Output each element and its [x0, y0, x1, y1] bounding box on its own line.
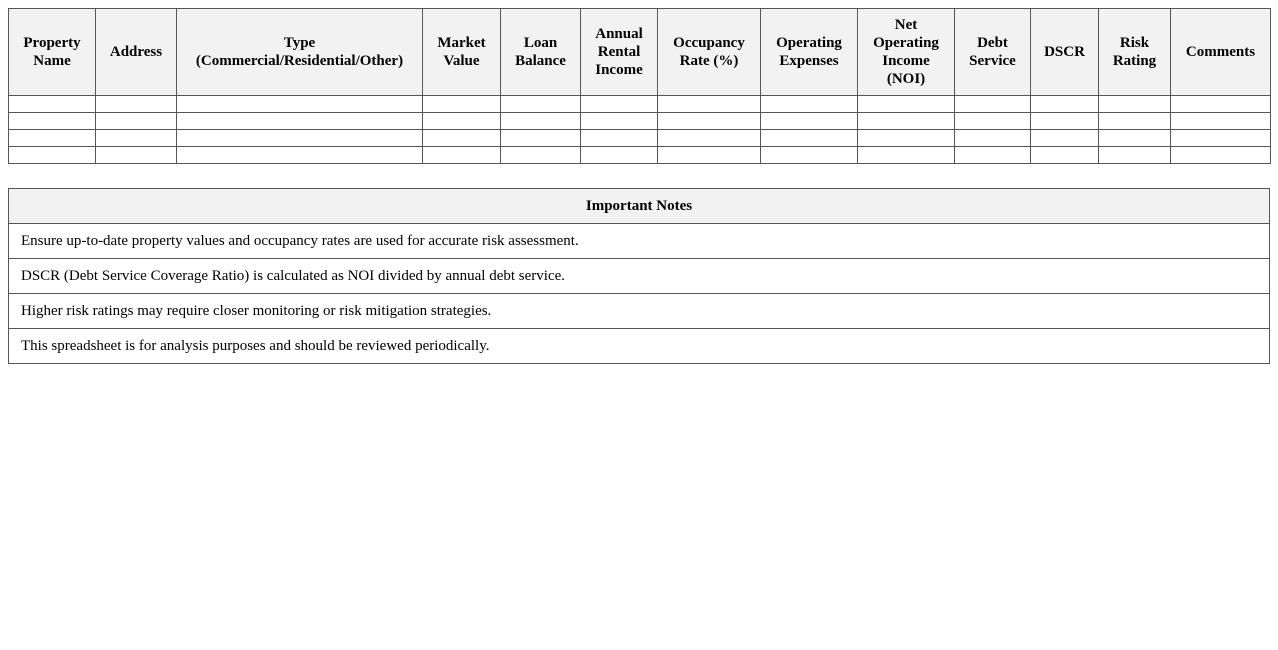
table-cell[interactable]	[658, 113, 761, 130]
table-cell[interactable]	[581, 130, 658, 147]
table-cell[interactable]	[501, 113, 581, 130]
table-cell[interactable]	[658, 130, 761, 147]
column-header-operating-expenses: Operating Expenses	[761, 9, 858, 96]
table-cell[interactable]	[955, 96, 1031, 113]
table-cell[interactable]	[1031, 96, 1099, 113]
table-body	[9, 96, 1271, 164]
note-item: This spreadsheet is for analysis purposes and should be reviewed periodically.	[9, 329, 1270, 364]
table-cell[interactable]	[1171, 130, 1271, 147]
table-row	[9, 113, 1271, 130]
page-content	[8, 8, 1270, 364]
table-cell[interactable]	[581, 113, 658, 130]
table-cell[interactable]	[1099, 113, 1171, 130]
table-cell[interactable]	[9, 96, 96, 113]
important-notes-table	[8, 188, 1270, 364]
column-header-occupancy-rate: Occupancy Rate (%)	[658, 9, 761, 96]
notes-title: Important Notes	[9, 189, 1270, 224]
table-cell[interactable]	[423, 113, 501, 130]
table-cell[interactable]	[423, 130, 501, 147]
table-cell[interactable]	[1171, 96, 1271, 113]
table-cell[interactable]	[1171, 147, 1271, 164]
table-cell[interactable]	[1099, 147, 1171, 164]
table-cell[interactable]	[501, 130, 581, 147]
table-cell[interactable]	[177, 130, 423, 147]
table-cell[interactable]	[761, 130, 858, 147]
table-cell[interactable]	[1031, 130, 1099, 147]
table-cell[interactable]	[955, 113, 1031, 130]
note-item: Higher risk ratings may require closer monitoring or risk mitigation strategies.	[9, 294, 1270, 329]
table-cell[interactable]	[177, 147, 423, 164]
table-cell[interactable]	[423, 96, 501, 113]
column-header-property-name: Property Name	[9, 9, 96, 96]
column-header-type: Type (Commercial/Residential/Other)	[177, 9, 423, 96]
table-row	[9, 130, 1271, 147]
table-cell[interactable]	[658, 96, 761, 113]
property-risk-table	[8, 8, 1271, 164]
table-cell[interactable]	[858, 147, 955, 164]
column-header-dscr: DSCR	[1031, 9, 1099, 96]
table-cell[interactable]	[658, 147, 761, 164]
table-cell[interactable]	[581, 147, 658, 164]
table-cell[interactable]	[1031, 147, 1099, 164]
note-row	[9, 259, 1270, 294]
table-row	[9, 147, 1271, 164]
column-header-comments: Comments	[1171, 9, 1271, 96]
note-item: Ensure up-to-date property values and occupancy rates are used for accurate risk assessment.	[9, 224, 1270, 259]
table-cell[interactable]	[858, 113, 955, 130]
table-cell[interactable]	[858, 130, 955, 147]
note-row	[9, 329, 1270, 364]
notes-header-row	[9, 189, 1270, 224]
table-row	[9, 96, 1271, 113]
table-cell[interactable]	[96, 96, 177, 113]
table-cell[interactable]	[9, 147, 96, 164]
table-cell[interactable]	[96, 113, 177, 130]
table-cell[interactable]	[581, 96, 658, 113]
table-cell[interactable]	[1171, 113, 1271, 130]
table-cell[interactable]	[761, 96, 858, 113]
table-cell[interactable]	[955, 147, 1031, 164]
table-cell[interactable]	[9, 113, 96, 130]
table-cell[interactable]	[501, 96, 581, 113]
table-cell[interactable]	[423, 147, 501, 164]
table-cell[interactable]	[858, 96, 955, 113]
column-header-address: Address	[96, 9, 177, 96]
column-header-debt-service: Debt Service	[955, 9, 1031, 96]
table-cell[interactable]	[1031, 113, 1099, 130]
table-header-row	[9, 9, 1271, 96]
column-header-loan-balance: Loan Balance	[501, 9, 581, 96]
table-cell[interactable]	[761, 147, 858, 164]
table-cell[interactable]	[761, 113, 858, 130]
table-cell[interactable]	[9, 130, 96, 147]
note-row	[9, 294, 1270, 329]
column-header-annual-rental-income: Annual Rental Income	[581, 9, 658, 96]
table-cell[interactable]	[96, 130, 177, 147]
table-cell[interactable]	[177, 96, 423, 113]
column-header-market-value: Market Value	[423, 9, 501, 96]
column-header-noi: Net Operating Income (NOI)	[858, 9, 955, 96]
table-cell[interactable]	[955, 130, 1031, 147]
note-item: DSCR (Debt Service Coverage Ratio) is calculated as NOI divided by annual debt service.	[9, 259, 1270, 294]
column-header-risk-rating: Risk Rating	[1099, 9, 1171, 96]
table-cell[interactable]	[177, 113, 423, 130]
table-cell[interactable]	[1099, 96, 1171, 113]
note-row	[9, 224, 1270, 259]
table-cell[interactable]	[96, 147, 177, 164]
table-cell[interactable]	[1099, 130, 1171, 147]
table-cell[interactable]	[501, 147, 581, 164]
